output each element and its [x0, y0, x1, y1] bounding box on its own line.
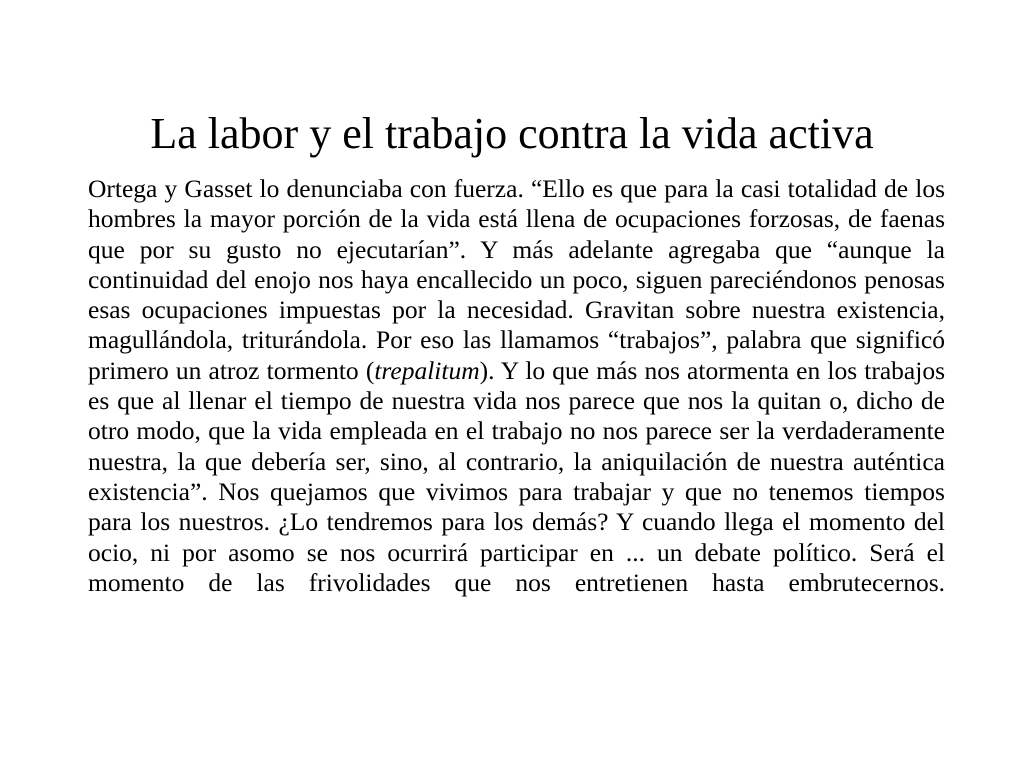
body-text-part-1: Ortega y Gasset lo denunciaba con fuerza. “Ello es que para la casi totalidad de los hombres la mayor porción de la vida está llena de ocupaciones forzosas, de faenas que por su gusto no ejecutarían”. Y más adelante agregaba que “aunque la continuidad del enojo nos haya encallecido un poco, siguen pareciéndonos penosas esas ocupaciones impuestas por la necesidad. Gravitan sobre nuestra existencia, magullándola, triturándola. Por eso las llamamos “trabajos”, palabra que significó primero un atroz tormento (: [88, 174, 945, 385]
slide-title: La labor y el trabajo contra la vida activa: [150, 109, 874, 158]
slide-body-text: [88, 174, 945, 598]
body-text-italic-term: trepalitum: [374, 355, 480, 385]
body-text-part-2: ). Y lo que más nos atormenta en los trabajos es que al llenar el tiempo de nuestra vida nos parece que nos la quitan o, dicho de otro modo, que la vida empleada en el trabajo no nos parece ser la verdaderamente nuestra, la que debería ser, sino, al contrario, la aniquilación de nuestra auténtica existencia”. Nos quejamos que vivimos para trabajar y que no tenemos tiempos para los nuestros. ¿Lo tendremos para los demás? Y cuando llega el momento del ocio, ni por asomo se nos ocurrirá participar en ... un debate político. Será el momento de las frivolidades que nos entretienen hasta embrutecernos.: [88, 355, 945, 597]
